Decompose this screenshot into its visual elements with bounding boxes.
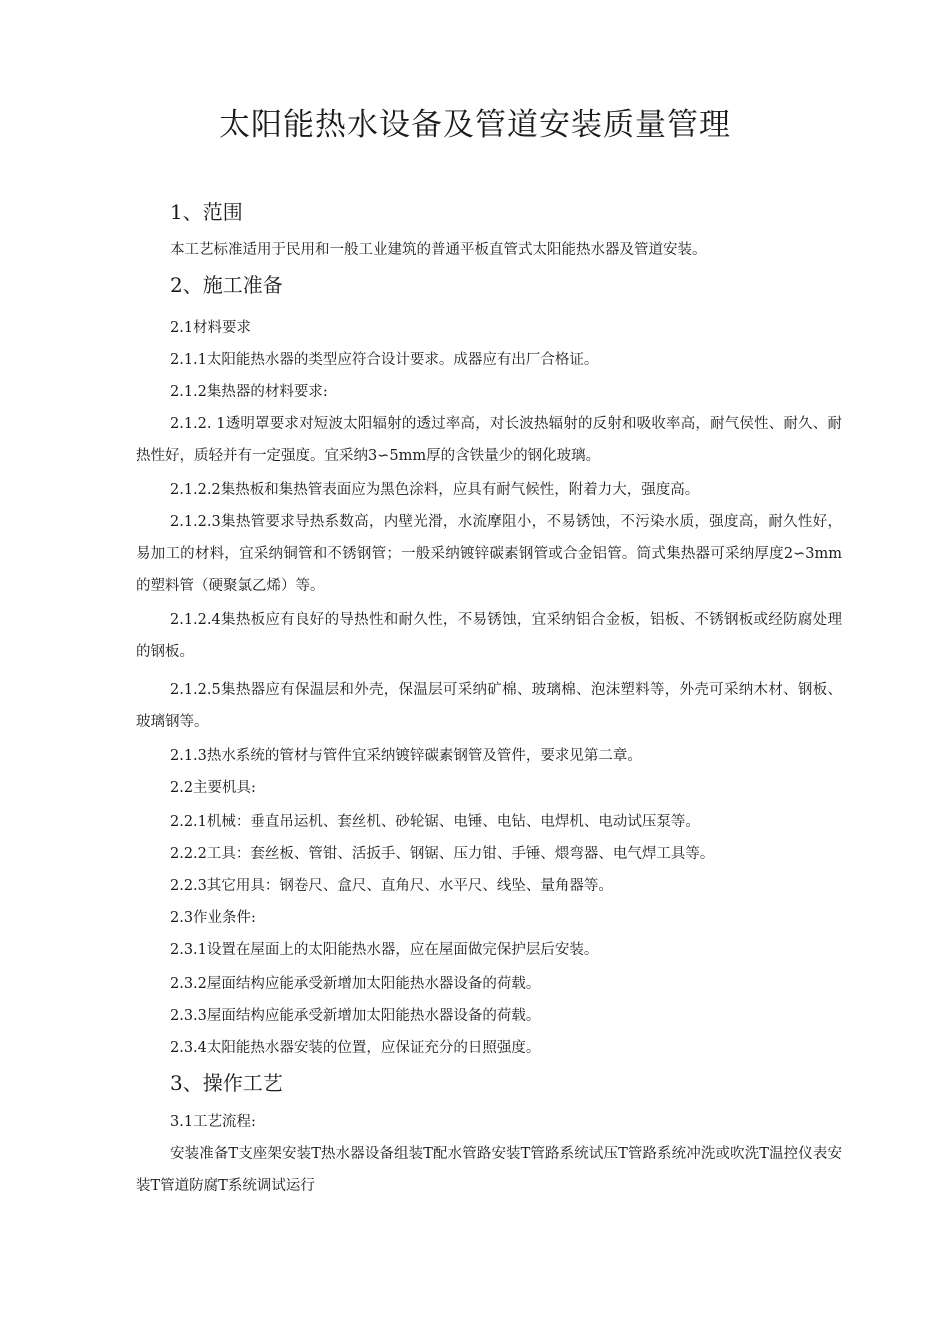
paragraph-2-3-2: 2.3.2屋面结构应能承受新增加太阳能热水器设备的荷载。 bbox=[170, 976, 541, 992]
paragraph-2-1-2: 2.1.2集热器的材料要求: bbox=[170, 384, 328, 400]
paragraph-2-3-4: 2.3.4太阳能热水器安装的位置，应保证充分的日照强度。 bbox=[170, 1040, 541, 1056]
paragraph-2-2-2: 2.2.2工具：套丝板、管钳、活扳手、钢锯、压力钳、手锤、煨弯器、电气焊工具等。 bbox=[170, 846, 715, 862]
section-heading-scope: 1、范围 bbox=[170, 200, 243, 224]
paragraph-2-1-2-2: 2.1.2.2集热板和集热管表面应为黑色涂料，应具有耐气候性，附着力大，强度高。 bbox=[170, 482, 700, 498]
paragraph-2-2: 2.2主要机具: bbox=[170, 780, 256, 796]
document-title: 太阳能热水设备及管道安装质量管理 bbox=[219, 107, 731, 143]
paragraph-2-2-3: 2.2.3其它用具：钢卷尺、盒尺、直角尺、水平尺、线坠、量角器等。 bbox=[170, 878, 613, 894]
paragraph-2-3-1: 2.3.1设置在屋面上的太阳能热水器，应在屋面做完保护层后安装。 bbox=[170, 942, 599, 958]
paragraph-2-3-3: 2.3.3屋面结构应能承受新增加太阳能热水器设备的荷载。 bbox=[170, 1008, 541, 1024]
paragraph-2-3: 2.3作业条件: bbox=[170, 910, 256, 926]
paragraph-2-1-3: 2.1.3热水系统的管材与管件宜采纳镀锌碳素钢管及管件，要求见第二章。 bbox=[170, 748, 642, 764]
paragraph-2-1-1: 2.1.1太阳能热水器的类型应符合设计要求。成器应有出厂合格证。 bbox=[170, 352, 599, 368]
paragraph-2-1-2-5: 2.1.2.5集热器应有保温层和外壳，保温层可采纳矿棉、玻璃棉、泡沫塑料等，外壳可采纳木材、钢板、玻璃钢等。 bbox=[136, 682, 842, 730]
paragraph-2-1-2-4: 2.1.2.4集热板应有良好的导热性和耐久性，不易锈蚀，宜采纳铝合金板，铝板、不锈钢板或经防腐处理的钢板。 bbox=[136, 612, 842, 660]
paragraph-2-1: 2.1材料要求 bbox=[170, 320, 252, 336]
section-heading-preparation: 2、施工准备 bbox=[170, 273, 283, 297]
paragraph-scope: 本工艺标准适用于民用和一般工业建筑的普通平板直管式太阳能热水器及管道安装。 bbox=[170, 242, 707, 258]
paragraph-3-1: 3.1工艺流程: bbox=[170, 1114, 256, 1130]
paragraph-2-2-1: 2.2.1机械：垂直吊运机、套丝机、砂轮锯、电锤、电钻、电焊机、电动试压泵等。 bbox=[170, 814, 700, 830]
paragraph-2-1-2-1: 2.1.2. 1透明罩要求对短波太阳辐射的透过率高，对长波热辐射的反射和吸收率高，耐气侯性、耐久、耐热性好，质轻并有一定强度。宜采纳3∽5mm厚的含铁量少的钢化玻璃。 bbox=[136, 416, 842, 464]
paragraph-process-flow: 安装准备T支座架安装T热水器设备组装T配水管路安装T管路系统试压T管路系统冲洗或吹洗T温控仪表安装T管道防腐T系统调试运行 bbox=[136, 1146, 842, 1194]
section-heading-process: 3、操作工艺 bbox=[170, 1071, 283, 1095]
paragraph-2-1-2-3: 2.1.2.3集热管要求导热系数高，内壁光滑，水流摩阻小，不易锈蚀，不污染水质，强度高，耐久性好，易加工的材料，宜采纳铜管和不锈钢管；一般采纳镀锌碳素钢管或合金铝管。筒式集热器可采纳厚度2∽3mm的塑料管（硬聚氯乙烯）等。 bbox=[136, 514, 842, 594]
